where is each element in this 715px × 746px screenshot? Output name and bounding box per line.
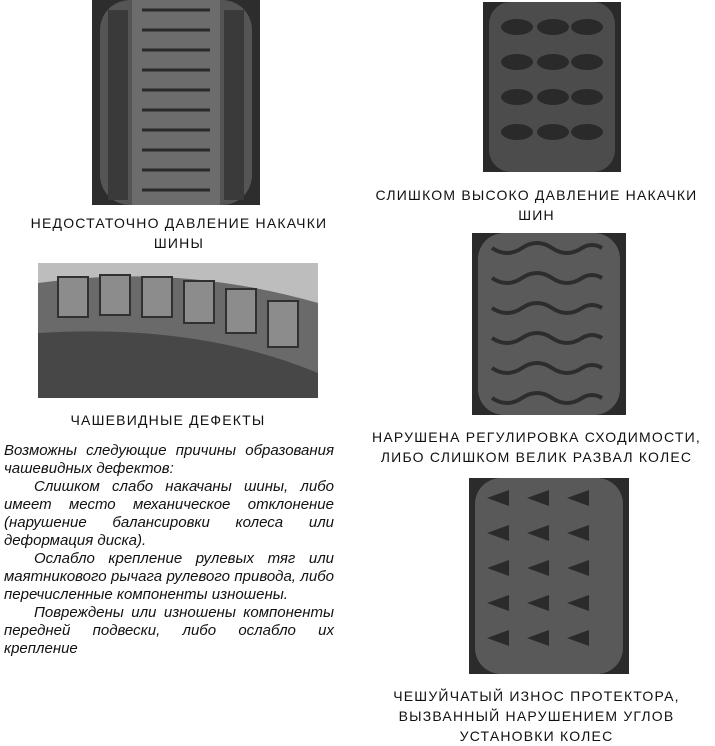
cupping-tire-photo — [38, 263, 318, 398]
caption-line: ВЫЗВАННЫЙ НАРУШЕНИЕМ УГЛОВ — [398, 708, 675, 724]
caption-line: ЧЕШУЙЧАТЫЙ ИЗНОС ПРОТЕКТОРА, — [393, 688, 680, 704]
caption-line: НЕДОСТАТОЧНО ДАВЛЕНИЕ НАКАЧКИ — [30, 215, 328, 231]
feathered-tire-photo — [469, 478, 629, 674]
caption-line: ШИН — [518, 207, 555, 223]
feathering-caption — [358, 686, 715, 746]
underinflated-tire-photo — [92, 0, 260, 205]
overinflated-tire-photo — [483, 2, 621, 172]
cause-paragraph: Ослабло крепление рулевых тяг или маятникового рычага рулевого привода, либо перечисленные компоненты изношены. — [4, 550, 334, 603]
caption-line: НАРУШЕНА РЕГУЛИРОВКА СХОДИМОСТИ, — [372, 429, 701, 445]
overinflated-caption — [358, 185, 715, 225]
cause-paragraph: Слишком слабо накачаны шины, либо имеет место механическое отклонение (нарушение балансировки колеса или деформация диска). — [4, 478, 334, 549]
cause-paragraph: Повреждены или изношены компоненты передней подвески, либо ослабло их крепление — [4, 604, 334, 657]
caption-line: УСТАНОВКИ КОЛЕС — [459, 728, 614, 744]
caption-line: ШИНЫ — [153, 235, 205, 251]
caption-line: ЛИБО СЛИШКОМ ВЕЛИК РАЗВАЛ КОЛЕС — [380, 449, 693, 465]
caption-line: СЛИШКОМ ВЫСОКО ДАВЛЕНИЕ НАКАЧКИ — [375, 187, 698, 203]
intro-paragraph: Возможны следующие причины образования чашевидных дефектов: — [4, 442, 334, 477]
cupping-caption — [0, 410, 336, 430]
toe-wear-caption — [358, 427, 715, 467]
underinflated-caption — [0, 213, 358, 253]
caption-line: ЧАШЕВИДНЫЕ ДЕФЕКТЫ — [70, 412, 266, 428]
cupping-causes-text — [4, 442, 334, 658]
toe-wear-tire-photo — [472, 233, 626, 415]
